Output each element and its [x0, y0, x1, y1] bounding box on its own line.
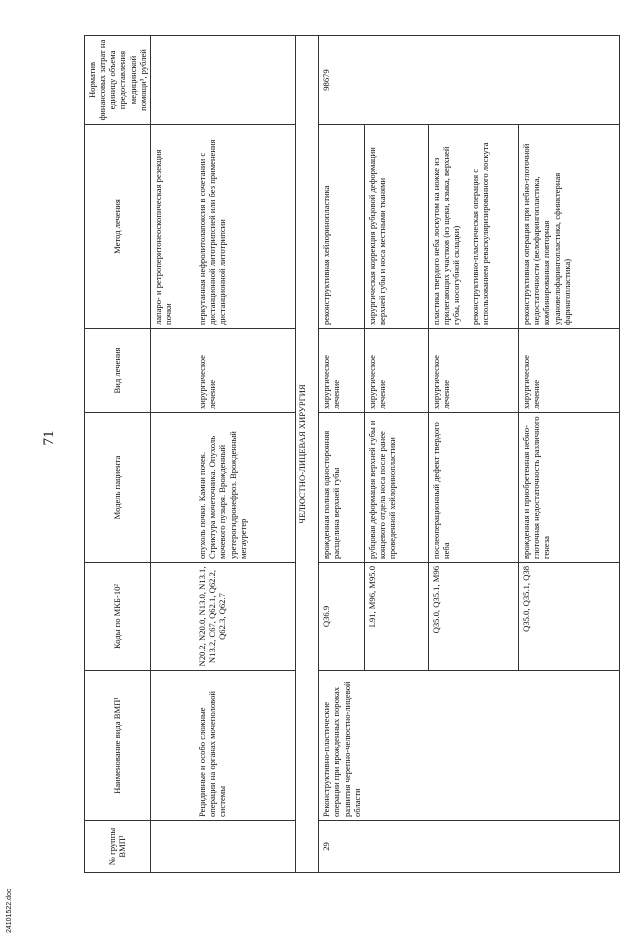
- row2-name: Реконструктивно-пластические операции при врожденных пороках развития черепно-челюстно-лицевой области: [319, 671, 620, 821]
- row2a-kind: хирургическое лечение: [319, 329, 365, 413]
- row2c-model: послеоперационный дефект твердого неба: [429, 413, 519, 563]
- header-codes: Коды по МКБ-10²: [85, 563, 151, 671]
- header-name: Наименование вида ВМП¹: [85, 671, 151, 821]
- row1-codes: N20.2, N20.0, N13.0, N13.1, N13.2, C67, Q62.1, Q62.2, Q62.3, Q62.7: [195, 563, 295, 671]
- row1-method: перкутанная нефролитолапоксия в сочетании с дистанционной литотрипсией или без применения дистанционной литотрипсии: [195, 125, 295, 329]
- medical-care-table: [84, 35, 620, 873]
- row2c-method-1: пластика твердого неба лоскутом на ножке из прилегающих участков (из щеки, языка, верхней губы, носогубной складки): [431, 146, 462, 325]
- header-kind: Вид лечения: [85, 329, 151, 413]
- rotated-table-container: [84, 36, 620, 873]
- row2d-codes: Q35.0, Q35.1, Q38: [519, 563, 620, 671]
- footer-filename: 24101522.doc: [6, 888, 13, 933]
- row2-number: 29: [319, 821, 620, 873]
- table-row: [150, 36, 195, 873]
- row2-norm: 98679: [319, 36, 620, 125]
- table-row: [319, 36, 365, 873]
- row2b-method: хирургическая коррекция рубцовой деформации верхней губы и носа местными тканями: [365, 125, 429, 329]
- table-header-row: [85, 36, 151, 873]
- header-method: Метод лечения: [85, 125, 151, 329]
- row2b-codes: L91, M96, M95.0: [365, 563, 429, 671]
- page-number: 71: [41, 430, 57, 446]
- row2d-method: реконструктивная операция при небно-глоточной недостаточности (велофарингопластика, комбинированная повторная урановелофарингопластика, сфинктерная фарингопластика): [519, 125, 620, 329]
- header-model: Модель пациента: [85, 413, 151, 563]
- row2b-kind: хирургическое лечение: [365, 329, 429, 413]
- row2b-model: рубцовая деформация верхней губы и концевого отдела носа после ранее проведенной хейлоринопластики: [365, 413, 429, 563]
- table-row: [195, 36, 295, 873]
- row2a-codes: Q36.9: [319, 563, 365, 671]
- section-title: ЧЕЛЮСТНО-ЛИЦЕВАЯ ХИРУРГИЯ: [295, 36, 319, 873]
- row2a-method: реконструктивная хейлоринопластика: [319, 125, 365, 329]
- section-row: [295, 36, 319, 873]
- row2c-codes: Q35.0, Q35.1, M96: [429, 563, 519, 671]
- row1-kind: хирургическое лечение: [195, 329, 295, 413]
- row2c-methods: [429, 125, 519, 329]
- row1-name: Рецидивные и особо сложные операции на органах мочеполовой системы: [195, 671, 295, 821]
- row2c-method-2: реконструктивно-пластическая операция с использованием реваскуляризированного лоскута: [469, 142, 490, 325]
- row1-model: опухоль почки. Камни почек. Стриктура мочеточника. Опухоль мочевого пузыря. Врожденный уретерогидронефроз. Врожденный мегауретер: [195, 413, 295, 563]
- row2a-model: врожденная полная односторонняя расщелина верхней губы: [319, 413, 365, 563]
- row2d-kind: хирургическое лечение: [519, 329, 620, 413]
- row2c-kind: хирургическое лечение: [429, 329, 519, 413]
- header-group: № группы ВМП¹: [85, 821, 151, 873]
- row2d-model: врожденная и приобретенная небно-глоточная недостаточность различного генеза: [519, 413, 620, 563]
- row0-method: лапаро- и ретроперитонеоскопическая резекция почки: [150, 125, 195, 329]
- header-norm: Норматив финансовых затрат на единицу объема предоставления медицинской помощи³, рублей: [85, 36, 151, 125]
